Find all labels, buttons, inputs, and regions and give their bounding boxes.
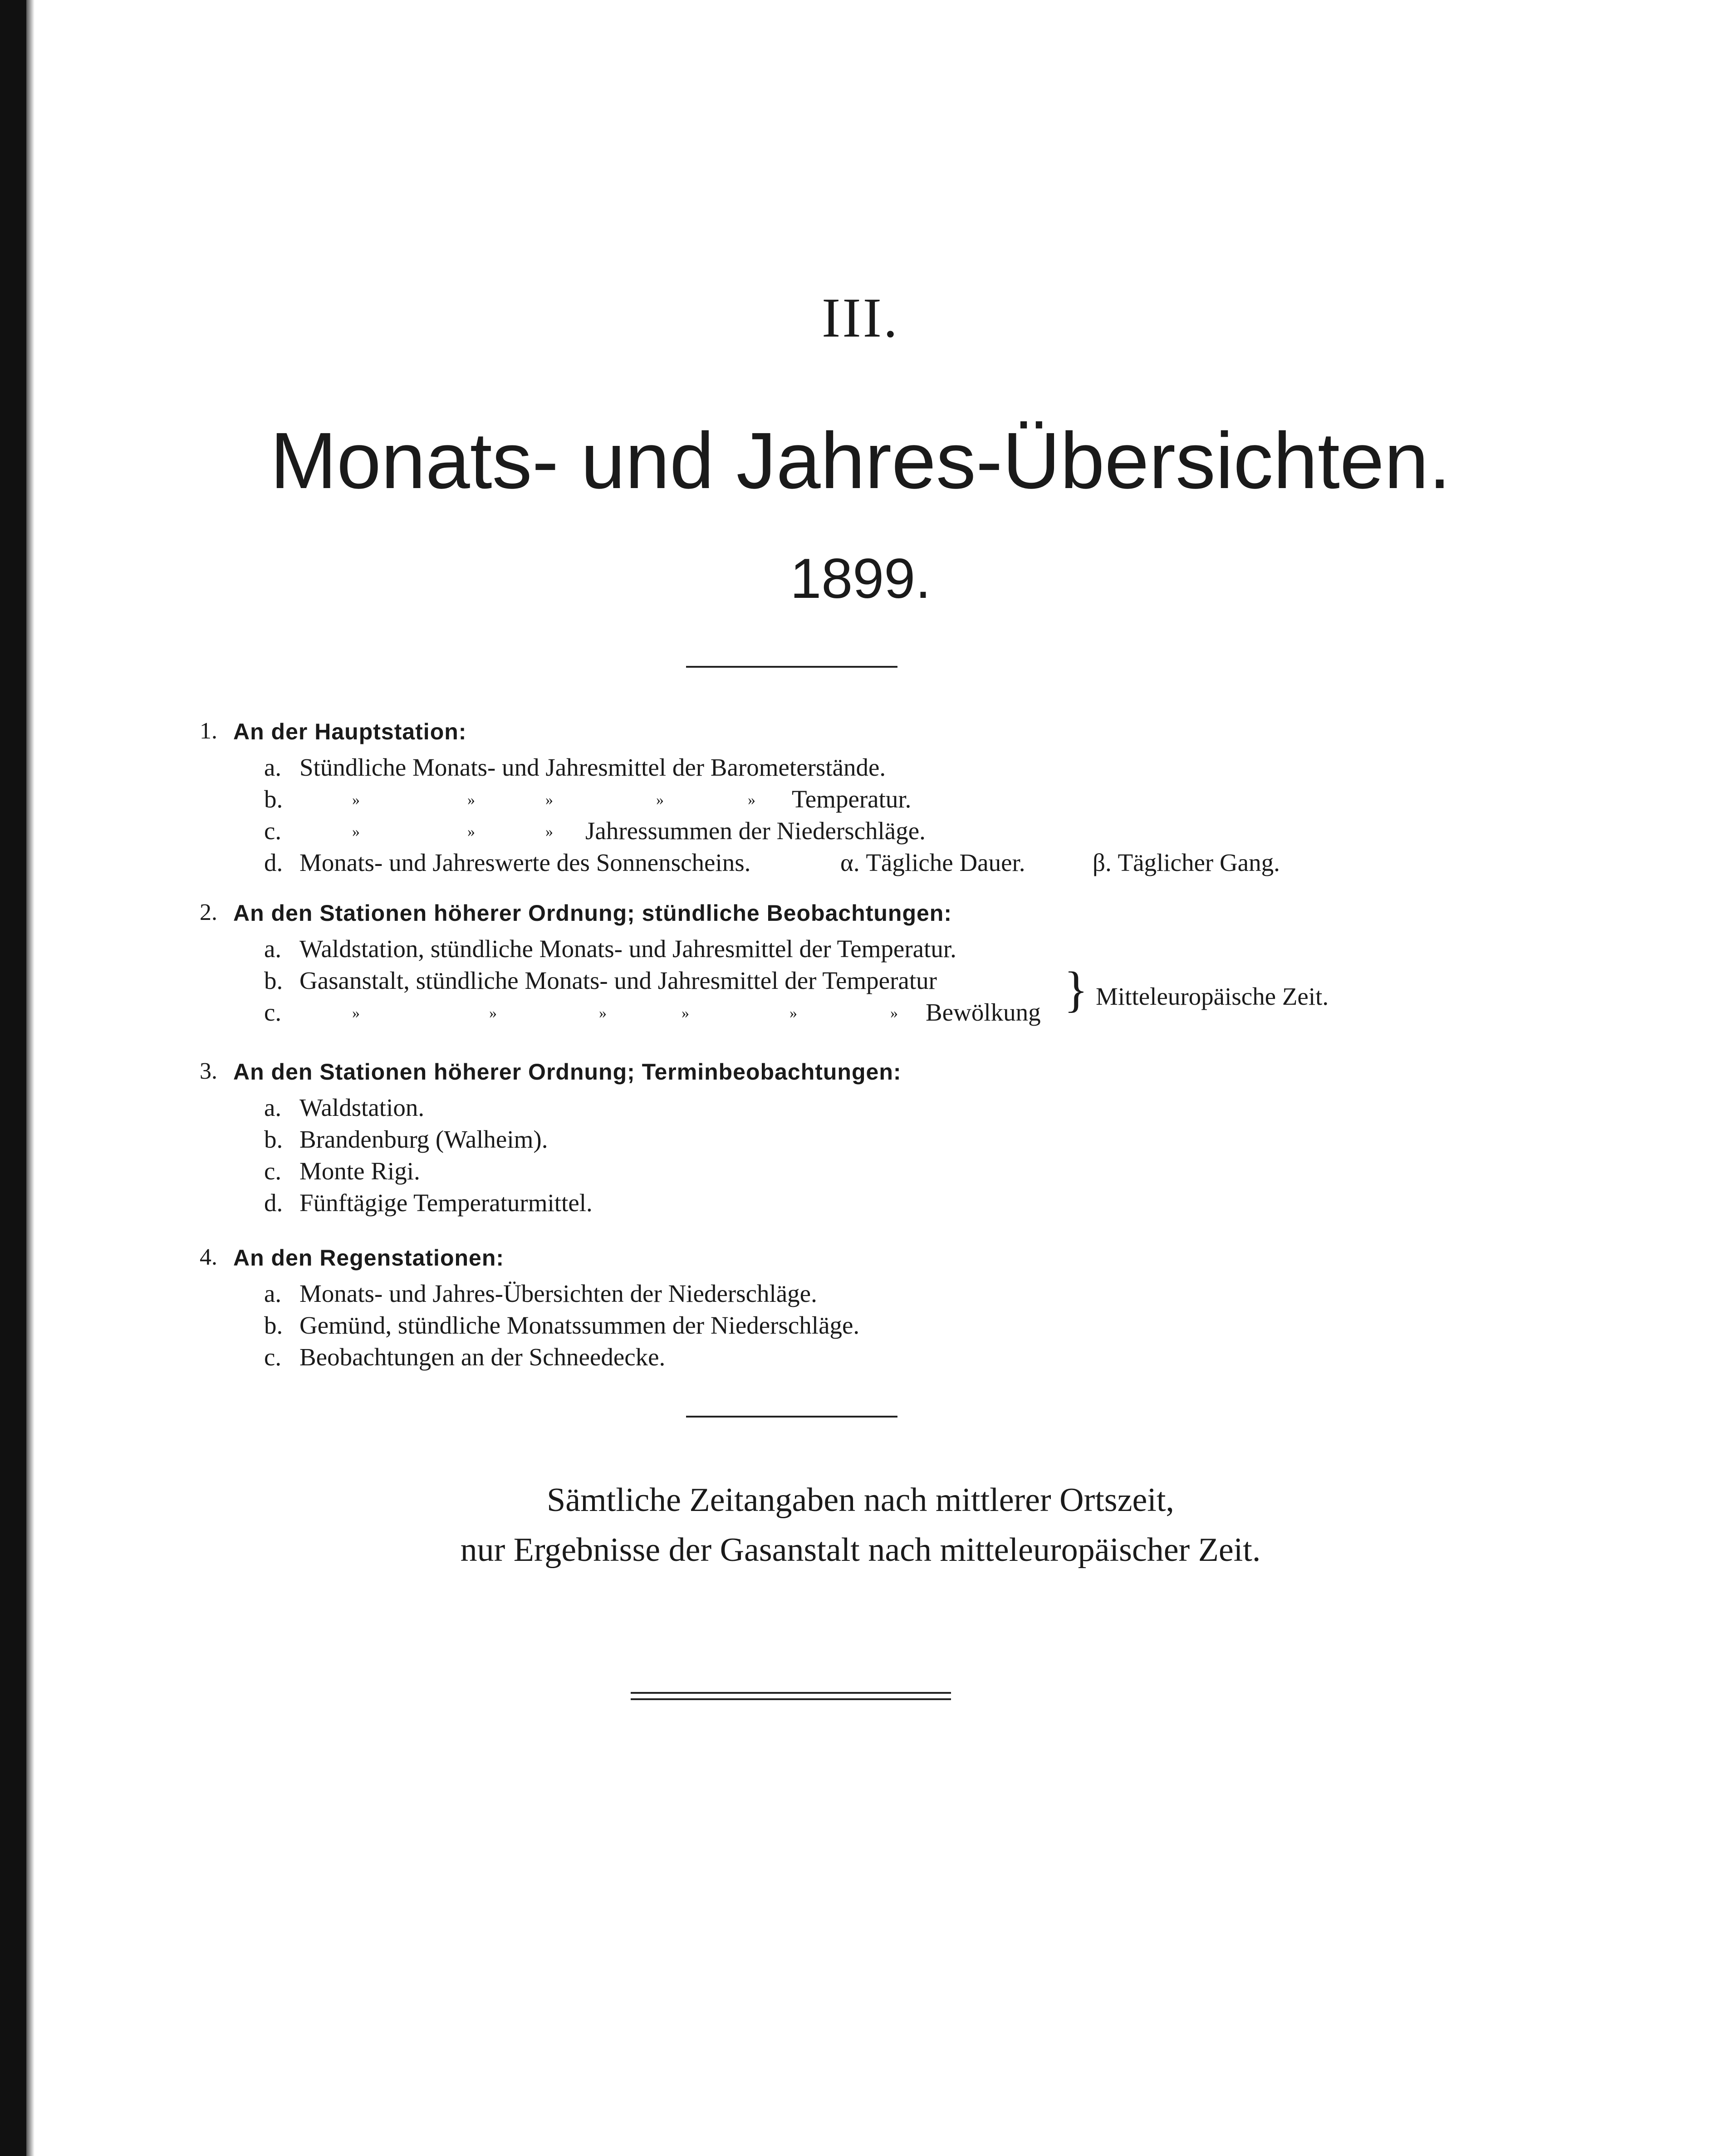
item-letter: b. — [264, 785, 283, 813]
page-year: 1899. — [790, 548, 931, 610]
ditto-mark: » — [352, 823, 360, 840]
section-1-number: 1. — [200, 718, 217, 744]
section-4-heading: An den Regenstationen: — [233, 1245, 505, 1271]
brace-note: Mitteleuropäische Zeit. — [1096, 983, 1329, 1010]
item-letter: b. — [264, 1125, 283, 1153]
item-letter: c. — [264, 998, 282, 1026]
section-3-number: 3. — [200, 1058, 217, 1084]
page-title: Monats- und Jahres-Übersichten. — [270, 416, 1451, 505]
item-letter: d. — [264, 1189, 283, 1217]
section-4-number: 4. — [200, 1244, 217, 1270]
ditto-mark: » — [489, 1005, 497, 1022]
item-text: Monats- und Jahres-Übersichten der Niederschläge. — [299, 1280, 817, 1307]
ditto-mark: » — [890, 1005, 898, 1022]
ditto-mark: » — [682, 1005, 689, 1022]
item-text: Monats- und Jahreswerte des Sonnenscheins. — [299, 849, 751, 876]
item-letter: b. — [264, 1311, 283, 1339]
item-text: Bewölkung — [926, 998, 1041, 1026]
divider-rule-top — [686, 666, 897, 668]
section-1-heading: An der Hauptstation: — [233, 719, 467, 744]
item-letter: a. — [264, 935, 282, 963]
divider-rule-middle — [686, 1416, 897, 1418]
item-letter: b. — [264, 967, 283, 994]
ditto-mark: » — [748, 792, 755, 808]
ditto-mark: » — [467, 792, 475, 808]
section-2-heading: An den Stationen höherer Ordnung; stündliche Beobachtungen: — [233, 900, 952, 926]
section-number: III. — [822, 287, 899, 349]
ditto-mark: » — [545, 823, 553, 840]
item-text: Brandenburg (Walheim). — [299, 1125, 548, 1153]
item-text: Beobachtungen an der Schneedecke. — [299, 1343, 666, 1371]
item-text: Jahressummen der Niederschläge. — [585, 817, 926, 845]
item-letter: a. — [264, 1280, 282, 1307]
item-letter: a. — [264, 753, 282, 781]
footer-note-line-2: nur Ergebnisse der Gasanstalt nach mitteleuropäischer Zeit. — [460, 1531, 1261, 1569]
ditto-mark: » — [352, 1005, 360, 1022]
double-rule-lower — [631, 1698, 951, 1700]
item-letter: d. — [264, 849, 283, 876]
item-text: Waldstation, stündliche Monats- und Jahresmittel der Temperatur. — [299, 935, 956, 963]
ditto-mark: » — [545, 792, 553, 808]
ditto-mark: » — [467, 823, 475, 840]
item-letter: c. — [264, 1157, 282, 1185]
item-letter: a. — [264, 1094, 282, 1121]
ditto-mark: » — [599, 1005, 607, 1022]
section-2-number: 2. — [200, 900, 217, 925]
grouping-brace: } — [1064, 962, 1088, 1017]
ditto-mark: » — [656, 792, 664, 808]
item-text: Waldstation. — [299, 1094, 425, 1121]
item-letter: c. — [264, 1343, 282, 1371]
item-text: Monte Rigi. — [299, 1157, 420, 1185]
item-beta-note: β. Täglicher Gang. — [1093, 849, 1280, 876]
section-3-heading: An den Stationen höherer Ordnung; Terminbeobachtungen: — [233, 1059, 902, 1085]
footer-note-line-1: Sämtliche Zeitangaben nach mittlerer Ortszeit, — [547, 1481, 1174, 1519]
item-text: Fünftägige Temperaturmittel. — [299, 1189, 593, 1217]
ditto-mark: » — [789, 1005, 797, 1022]
item-text: Temperatur. — [792, 785, 912, 813]
item-text: Gasanstalt, stündliche Monats- und Jahresmittel der Temperatur — [299, 967, 937, 994]
item-letter: c. — [264, 817, 282, 845]
ditto-mark: » — [352, 792, 360, 808]
double-rule-upper — [631, 1692, 951, 1694]
item-text: Gemünd, stündliche Monatssummen der Niederschläge. — [299, 1311, 860, 1339]
item-text: Stündliche Monats- und Jahresmittel der Barometerstände. — [299, 753, 886, 781]
item-alpha-note: α. Tägliche Dauer. — [840, 849, 1025, 876]
